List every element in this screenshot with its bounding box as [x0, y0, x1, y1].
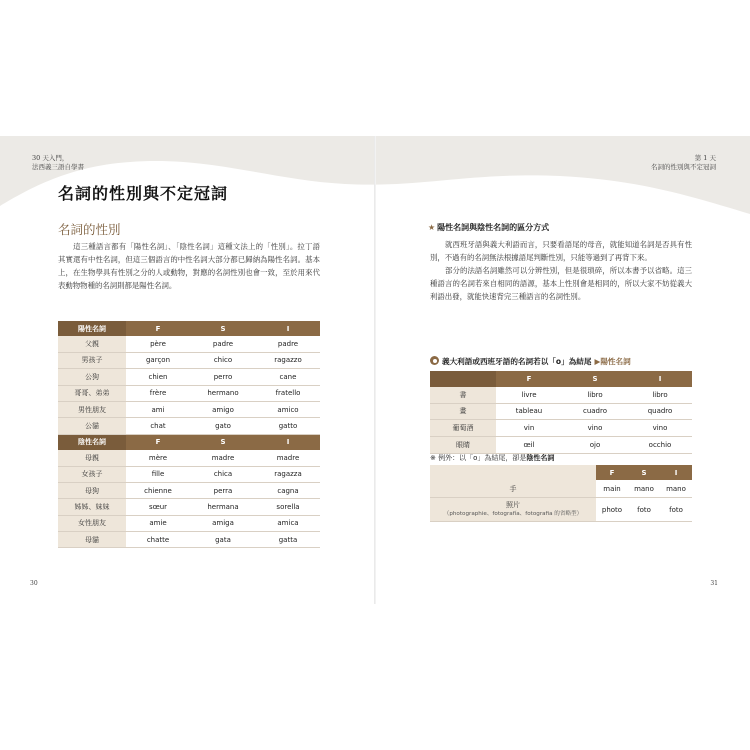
- o-ending-heading-text: 義大利語或西班牙語的名詞若以「o」為結尾: [442, 357, 592, 366]
- distinction-paragraphs: [430, 238, 692, 303]
- fem-row-cell: madre: [256, 450, 320, 466]
- header-book-line1: 30 天入門，: [32, 154, 69, 162]
- o-ending-row-cell: vin: [496, 420, 562, 437]
- o-ending-row-label: 書: [430, 387, 496, 403]
- fem-header-row-cell: F: [126, 434, 190, 450]
- page-number-right: 31: [710, 580, 718, 587]
- masc-row-cell: amigo: [190, 401, 256, 417]
- running-header-left: [32, 154, 84, 172]
- masc-header-row-cell: S: [190, 321, 256, 336]
- header-day: 第 1 天: [694, 154, 716, 162]
- fem-row: [58, 515, 320, 531]
- exception-note: [430, 453, 554, 463]
- masc-header-row-cell: 陽性名詞: [58, 321, 126, 336]
- fem-row: [58, 532, 320, 548]
- masc-row-cell: padre: [256, 336, 320, 352]
- fem-row-label: 母貓: [58, 532, 126, 548]
- running-header-right: [651, 154, 716, 172]
- masc-header-row-cell: I: [256, 321, 320, 336]
- section-title: 名詞的性別: [58, 222, 121, 237]
- exception-cell: main: [596, 480, 628, 498]
- masc-row-cell: perro: [190, 369, 256, 385]
- book-spread: [0, 136, 750, 604]
- o-ending-row-cell: livre: [496, 387, 562, 403]
- exception-row-hand: [430, 480, 692, 498]
- exception-cell: mano: [628, 480, 660, 498]
- fem-row-label: 女性朋友: [58, 515, 126, 531]
- fem-row-cell: gatta: [256, 532, 320, 548]
- fem-row-cell: amica: [256, 515, 320, 531]
- gender-table: [58, 321, 320, 548]
- o-ending-heading: [430, 356, 631, 367]
- fem-row-label: 女孩子: [58, 466, 126, 482]
- exception-note-text: ※ 例外：以「o」為結尾，卻是: [430, 454, 527, 462]
- o-ending-row-cell: ojo: [562, 437, 628, 454]
- masc-row-cell: frère: [126, 385, 190, 401]
- masc-row: [58, 385, 320, 401]
- fem-header-row-cell: I: [256, 434, 320, 450]
- distinction-text-2: 部分的法語名詞雖然可以分辨性別，但是很瑣碎，所以本書予以省略。這三種語言的名詞若來自相同的語源，基本上性別會是相同的，所以大家不妨從義大利語出發，就能快速背完三種語言的名詞性別。: [430, 266, 692, 301]
- masc-row-cell: hermano: [190, 385, 256, 401]
- masc-row: [58, 336, 320, 352]
- fem-row-cell: sorella: [256, 499, 320, 515]
- masc-row-cell: chico: [190, 352, 256, 368]
- exception-label-photo: [430, 498, 596, 522]
- fem-row-cell: perra: [190, 482, 256, 498]
- o-ending-row: [430, 420, 692, 437]
- exception-label-hand: 手: [430, 480, 596, 498]
- masc-row-cell: chien: [126, 369, 190, 385]
- fem-row-cell: mère: [126, 450, 190, 466]
- o-ending-row-cell: tableau: [496, 403, 562, 420]
- exception-header-i: I: [660, 465, 692, 480]
- fem-row: [58, 450, 320, 466]
- fem-row: [58, 466, 320, 482]
- exception-feminine-tag: 陰性名詞: [526, 454, 555, 462]
- o-ending-header-row: [430, 371, 692, 387]
- intro-text: 這三種語言都有「陽性名詞」、「陰性名詞」這種文法上的「性別」。拉丁語其實還有中性名詞，但這三個語言的中性名詞大部分都已歸納為陽性名詞。基本上，在生物學具有性別之分的人或動物，對應的名詞性別也會一致，至於用來代表動物物種的名詞則都是陽性名詞。: [58, 242, 320, 290]
- fem-row-label: 母親: [58, 450, 126, 466]
- o-ending-row-cell: œil: [496, 437, 562, 454]
- exception-header-f: F: [596, 465, 628, 480]
- masc-row: [58, 352, 320, 368]
- fem-row-cell: cagna: [256, 482, 320, 498]
- o-ending-row-cell: vino: [628, 420, 692, 437]
- o-ending-table: [430, 371, 692, 454]
- o-ending-header-row-cell: F: [496, 371, 562, 387]
- fem-header-row: [58, 434, 320, 450]
- fem-header-row-cell: S: [190, 434, 256, 450]
- o-ending-header-row-cell: [430, 371, 496, 387]
- masc-row-label: 公貓: [58, 418, 126, 434]
- fem-row-cell: chatte: [126, 532, 190, 548]
- masc-row-cell: amico: [256, 401, 320, 417]
- masc-row-cell: garçon: [126, 352, 190, 368]
- fem-row-cell: chica: [190, 466, 256, 482]
- o-ending-row-label: 眼睛: [430, 437, 496, 454]
- masc-row-label: 哥哥、弟弟: [58, 385, 126, 401]
- masc-row-label: 男性朋友: [58, 401, 126, 417]
- fem-row-cell: madre: [190, 450, 256, 466]
- exception-header-s: S: [628, 465, 660, 480]
- masc-header-row-cell: F: [126, 321, 190, 336]
- o-ending-row-cell: quadro: [628, 403, 692, 420]
- photo-label: 照片: [506, 500, 520, 509]
- fem-row-label: 母狗: [58, 482, 126, 498]
- exception-header-blank: [430, 465, 596, 480]
- fem-row-cell: sœur: [126, 499, 190, 515]
- header-book-line2: 法西義三語自學書: [32, 163, 84, 171]
- exception-cell: photo: [596, 498, 628, 522]
- masc-row: [58, 401, 320, 417]
- masc-row-cell: fratello: [256, 385, 320, 401]
- o-ending-header-row-cell: I: [628, 371, 692, 387]
- fem-row-label: 姊姊、妹妹: [58, 499, 126, 515]
- fem-row-cell: amie: [126, 515, 190, 531]
- masc-row-label: 父親: [58, 336, 126, 352]
- masc-row: [58, 369, 320, 385]
- o-ending-row: [430, 387, 692, 403]
- o-ending-row-cell: libro: [628, 387, 692, 403]
- masc-row-cell: gatto: [256, 418, 320, 434]
- chapter-title: 名詞的性別與不定冠詞: [58, 184, 229, 203]
- masc-row-cell: ami: [126, 401, 190, 417]
- fem-row: [58, 499, 320, 515]
- exception-table: [430, 465, 692, 522]
- o-ending-row: [430, 403, 692, 420]
- fem-row-cell: gata: [190, 532, 256, 548]
- distinction-heading: [428, 222, 549, 233]
- masc-row-cell: gato: [190, 418, 256, 434]
- exception-header-row: [430, 465, 692, 480]
- exception-cell: foto: [660, 498, 692, 522]
- masc-row-label: 公狗: [58, 369, 126, 385]
- triangle-arrow-icon: ▶: [594, 357, 601, 366]
- header-chapter: 名詞的性別與不定冠詞: [651, 163, 716, 171]
- o-ending-row-label: 葡萄酒: [430, 420, 496, 437]
- fem-row: [58, 482, 320, 498]
- fem-header-row-cell: 陰性名詞: [58, 434, 126, 450]
- masculine-tag: 陽性名詞: [600, 357, 631, 366]
- distinction-text-1: 就西班牙語與義大利語而言，只要看語尾的母音，就能知道名詞是否具有性別，不過有的名詞無法根據語尾判斷性別，只能等過到了再背下來。: [430, 240, 692, 262]
- intro-paragraph: [58, 240, 320, 292]
- o-ending-row: [430, 437, 692, 454]
- masc-row-cell: chat: [126, 418, 190, 434]
- o-ending-row-cell: cuadro: [562, 403, 628, 420]
- circle-bullet-icon: [430, 356, 439, 365]
- page-gutter: [374, 136, 376, 604]
- exception-cell: foto: [628, 498, 660, 522]
- masc-row-cell: père: [126, 336, 190, 352]
- o-ending-row-cell: occhio: [628, 437, 692, 454]
- masc-header-row: [58, 321, 320, 336]
- exception-cell: mano: [660, 480, 692, 498]
- page-number-left: 30: [30, 580, 38, 587]
- fem-row-cell: hermana: [190, 499, 256, 515]
- o-ending-row-cell: libro: [562, 387, 628, 403]
- photo-abbrev-note: （photographie、fotografía、fotografia 的省略型）: [443, 510, 583, 517]
- fem-row-cell: amiga: [190, 515, 256, 531]
- distinction-heading-text: 陽性名詞與陰性名詞的區分方式: [437, 223, 550, 232]
- masc-row-cell: padre: [190, 336, 256, 352]
- o-ending-row-cell: vino: [562, 420, 628, 437]
- masc-row-cell: ragazzo: [256, 352, 320, 368]
- fem-row-cell: chienne: [126, 482, 190, 498]
- exception-row-photo: [430, 498, 692, 522]
- fem-row-cell: ragazza: [256, 466, 320, 482]
- o-ending-header-row-cell: S: [562, 371, 628, 387]
- star-icon: ★: [428, 223, 436, 232]
- masc-row: [58, 418, 320, 434]
- masc-row-label: 男孩子: [58, 352, 126, 368]
- masc-row-cell: cane: [256, 369, 320, 385]
- o-ending-row-label: 畫: [430, 403, 496, 420]
- fem-row-cell: fille: [126, 466, 190, 482]
